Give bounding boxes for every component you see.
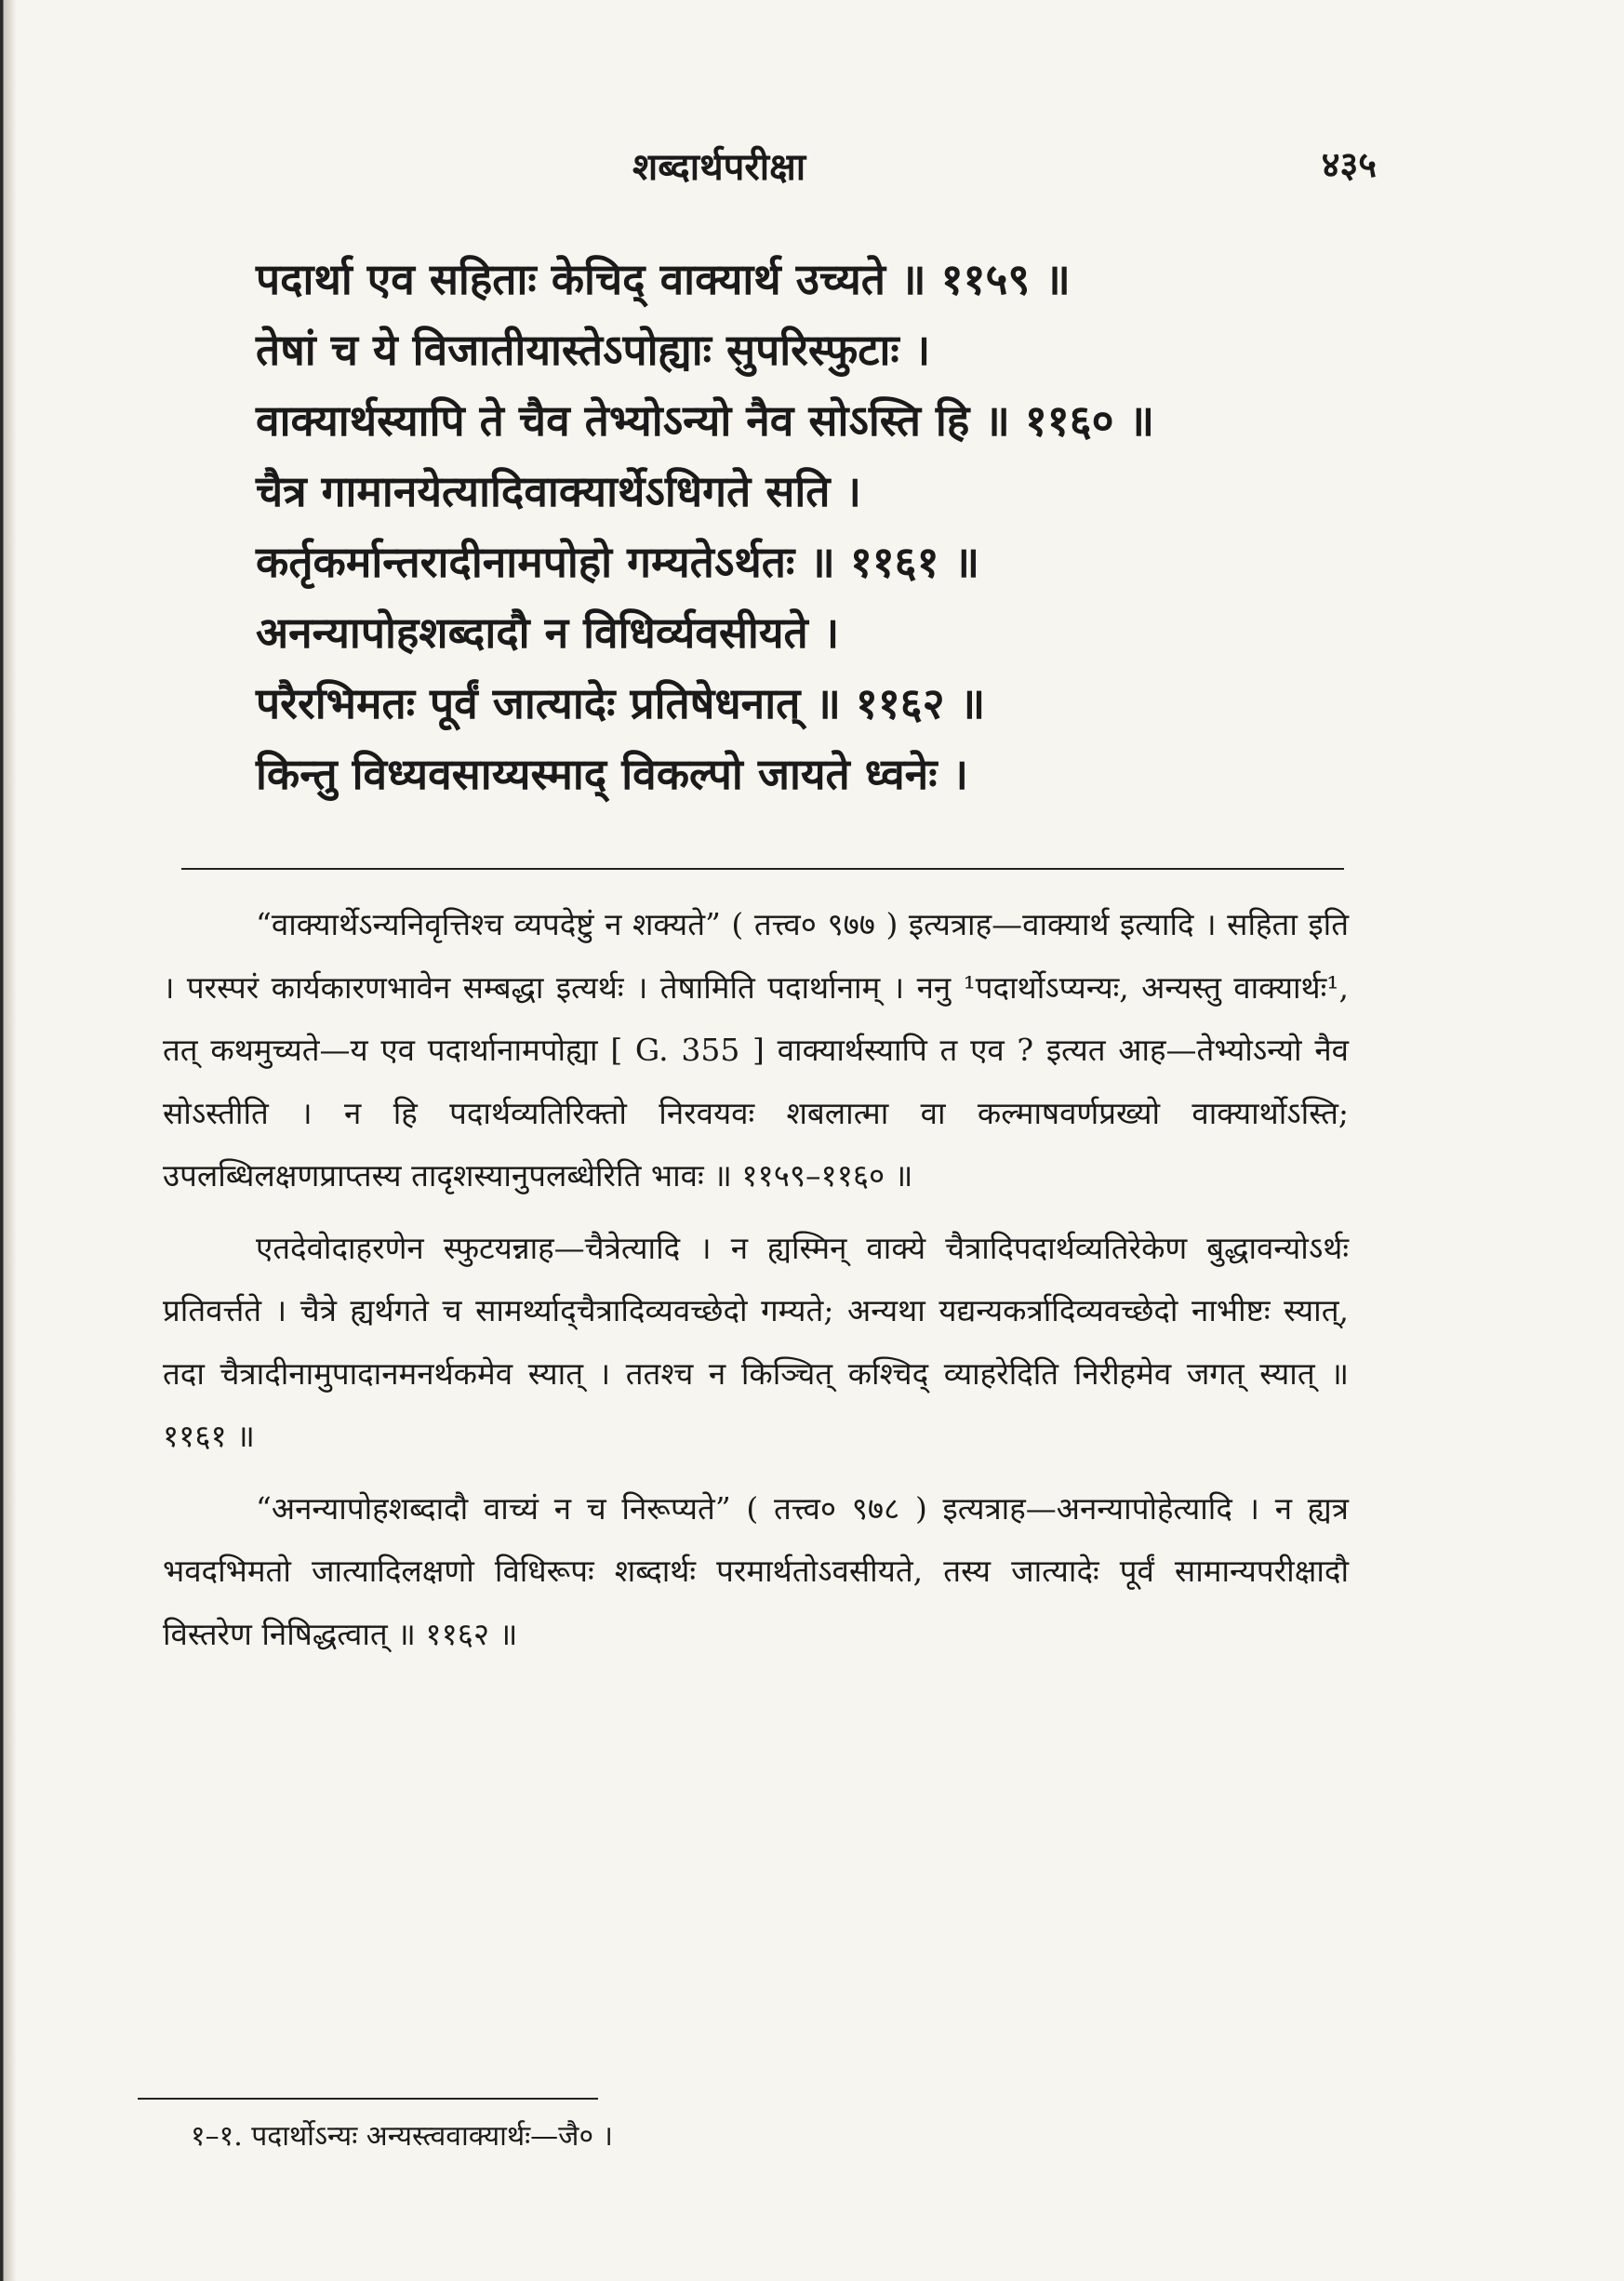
- page-header: [242, 140, 1377, 195]
- verse-line: किन्तु विध्यवसाय्यस्माद् विकल्पो जायते ध्वनेः ।: [256, 749, 968, 799]
- book-binding-edge: [0, 0, 17, 2281]
- running-title: शब्दार्थपरीक्षा: [632, 145, 806, 189]
- verse-line: वाक्यार्थस्यापि ते चैव तेभ्योऽन्यो नैव सोऽस्ति हि ॥ ११६० ॥: [256, 395, 1155, 446]
- page-number: ४३५: [1321, 143, 1377, 185]
- commentary-block: [163, 893, 1349, 1674]
- verse-line: अनन्यापोहशब्दादौ न विधिर्व्यवसीयते ।: [256, 607, 840, 658]
- footnote-divider: [138, 2098, 598, 2100]
- verse-commentary-divider: [181, 868, 1344, 870]
- verse-line: कर्तृकर्मान्तरादीनामपोहो गम्यतेऽर्थतः ॥ ११६१ ॥: [256, 537, 980, 587]
- commentary-paragraph: “अनन्यापोहशब्दादौ वाच्यं न च निरूप्यते” ( तत्त्व० ९७८ ) इत्यत्राह—अनन्यापोहेत्यादि । न ह्यत्र भवदभिमतो जात्यादिलक्षणो विधिरूपः शब्दार्थः परमार्थतोऽवसीयते, तस्य जात्यादेः पूर्वं सामान्यपरीक्षादौ विस्तरेण निषिद्धत्वात् ॥ ११६२ ॥: [163, 1489, 1349, 1652]
- verse-block: [256, 244, 1381, 809]
- commentary-paragraph: “वाक्यार्थेऽन्यनिवृत्तिश्च व्यपदेष्टुं न शक्यते” ( तत्त्व० ९७७ ) इत्यत्राह—वाक्यार्थ इत्यादि । सहिता इति । परस्परं कार्यकारणभावेन सम्बद्धा इत्यर्थः । तेषामिति पदार्थानाम् । ननु ¹पदार्थोऽप्यन्यः, अन्यस्तु वाक्यार्थः¹, तत् कथमुच्यते—य एव पदार्थानामपोह्या [ G. 355 ] वाक्यार्थस्यापि त एव ? इत्यत आह—तेभ्योऽन्यो नैव सोऽस्तीति । न हि पदार्थव्यतिरिक्तो निरवयवः शबलात्मा वा कल्माषवर्णप्रख्यो वाक्यार्थोऽस्ति; उपलब्धिलक्षणप्राप्तस्य तादृशस्यानुपलब्धेरिति भावः ॥ ११५९–११६० ॥: [163, 906, 1349, 1194]
- commentary-paragraph: एतदेवोदाहरणेन स्फुटयन्नाह—चैत्रेत्यादि । न ह्यस्मिन् वाक्ये चैत्रादिपदार्थव्यतिरेकेण बुद्धावन्योऽर्थः प्रतिवर्त्तते । चैत्रे ह्यर्थगते च सामर्थ्याद्चैत्रादिव्यवच्छेदो गम्यते; अन्यथा यद्यन्यकर्त्रादिव्यवच्छेदो नाभीष्टः स्यात्, तदा चैत्रादीनामुपादानमनर्थकमेव स्यात् । ततश्च न किञ्चित् कश्चिद् व्याहरेदिति निरीहमेव जगत् स्यात् ॥ ११६१ ॥: [163, 1229, 1349, 1454]
- footnote: १–१. पदार्थोऽन्यः अन्यस्त्ववाक्यार्थः—जै० ।: [191, 2120, 613, 2153]
- verse-line: पदार्था एव सहिताः केचिद् वाक्यार्थ उच्यते ॥ ११५९ ॥: [256, 254, 1071, 304]
- verse-line: तेषां च ये विजातीयास्तेऽपोह्याः सुपरिस्फुटाः ।: [256, 325, 931, 375]
- verse-line: परैरभिमतः पूर्वं जात्यादेः प्रतिषेधनात् ॥ ११६२ ॥: [256, 678, 986, 728]
- verse-line: चैत्र गामानयेत्यादिवाक्यार्थेऽधिगते सति ।: [256, 466, 861, 516]
